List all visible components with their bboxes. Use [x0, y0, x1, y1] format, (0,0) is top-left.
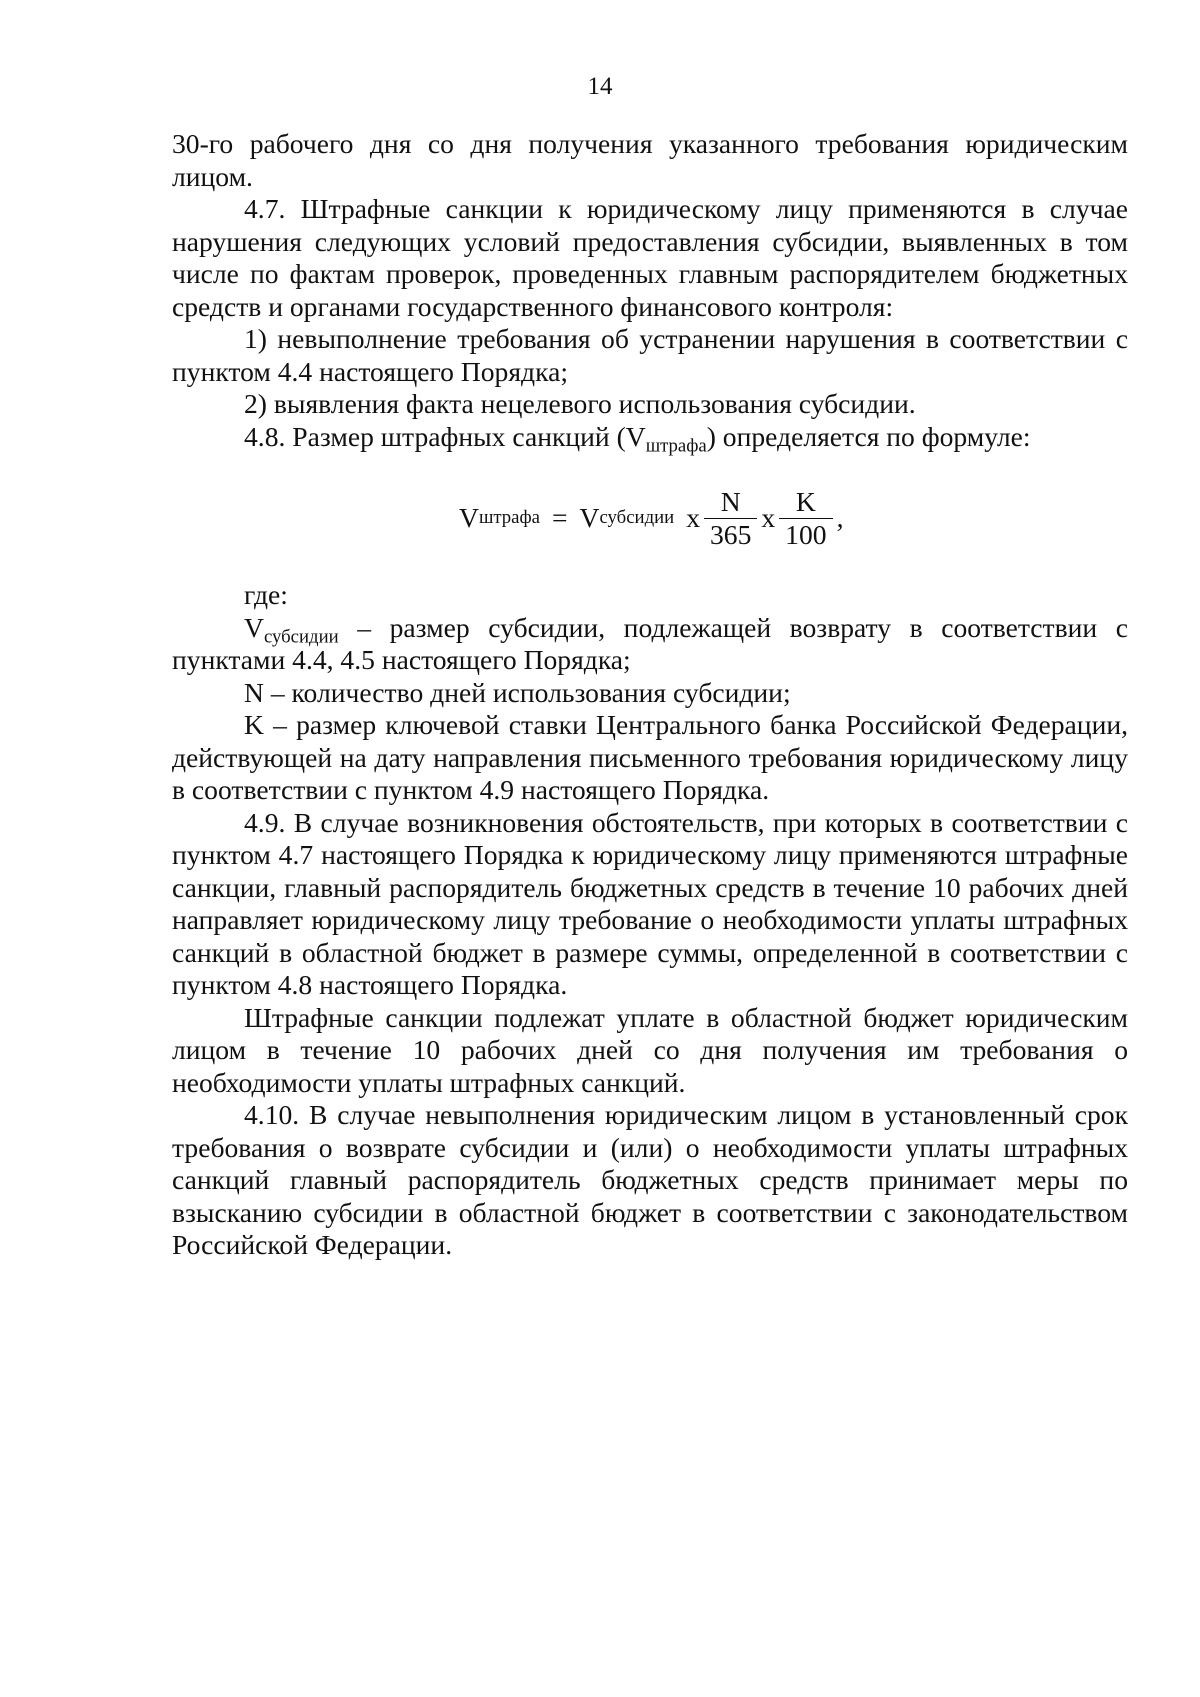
- def-v: V: [244, 611, 264, 643]
- p48-after: ) определяется по формуле:: [706, 420, 1031, 452]
- p48-before: 4.8. Размер штрафных санкций (V: [244, 420, 646, 452]
- fraction-rate: [779, 486, 832, 551]
- formula-block: [172, 453, 1128, 579]
- paragraph-where: где:: [244, 579, 288, 610]
- paragraph-fines-payment: Штрафные санкции подлежат уплате в областной бюджет юридическим лицом в течение 10 рабочих дней со дня получения им требования о необходимости уплаты штрафных санкций.: [172, 1001, 1128, 1098]
- paragraph-4-7: 4.7. Штрафные санкции к юридическому лицу применяются в случае нарушения следующих условий предоставления субсидии, выявленных в том числе по фактам проверок, проведенных главным распорядителем бюджетных средств и органами государственного финансового контроля:: [172, 193, 1128, 322]
- paragraph-4-10: 4.10. В случае невыполнения юридическим лицом в установленный срок требования о возврате субсидии и (или) о необходимости уплаты штрафных санкций главный распорядитель бюджетных средств принимает меры по взысканию субсидии в областной бюджет в соответствии с законодательством Российской Федерации.: [172, 1099, 1128, 1260]
- fraction-days-denominator: 365: [709, 518, 752, 550]
- fraction-rate-numerator: K: [795, 485, 816, 517]
- paragraph-def-vsubsidy: [172, 612, 1128, 677]
- p48-subscript: штрафа: [645, 434, 707, 456]
- formula-times-2: x: [761, 501, 776, 533]
- fine-formula: V штрафа = V субсидии x $\frac{N}{365}$ x $\frac{K}{100}$ ,: [459, 485, 844, 550]
- formula-times-1: x: [686, 501, 700, 533]
- paragraph-def-k: K – размер ключевой ставки Центрального банка Российской Федерации, действующей на дату направления письменного требования юридическому лицу в соответствии с пунктом 4.9 настоящего Порядка.: [172, 709, 1128, 805]
- def-v-subscript: субсидии: [263, 625, 339, 647]
- paragraph-4-9: 4.9. В случае возникновения обстоятельств, при которых в соответствии с пунктом 4.7 настоящего Порядка к юридическому лицу применяются штрафные санкции, главный распорядитель бюджетных средств в течение 10 рабочих дней направляет юридическому лицу требование о необходимости уплаты штрафных санкций в областной бюджет в размере суммы, определенной в соответствии с пунктом 4.8 настоящего Порядка.: [172, 806, 1128, 1000]
- document-body: [172, 128, 1128, 1262]
- paragraph-item-2: 2) выявления факта нецелевого использования субсидии.: [244, 388, 916, 419]
- formula-equals: =: [551, 501, 568, 533]
- fraction-days: [704, 486, 757, 551]
- formula-trailing-comma: ,: [836, 501, 844, 533]
- formula-lhs-v: V: [459, 501, 479, 533]
- paragraph-item-1: 1) невыполнение требования об устранении нарушения в соответствии с пунктом 4.4 настоящего Порядка;: [172, 323, 1128, 387]
- paragraph-def-n: N – количество дней использования субсидии;: [244, 676, 791, 708]
- paragraph-4-8: [172, 421, 1128, 454]
- fraction-days-numerator: N: [720, 485, 741, 517]
- def-v-text: – размер субсидии, подлежащей возврату в соответствии с пунктами 4.4, 4.5 настоящего Порядка;: [172, 611, 1128, 675]
- paragraph-continuation: 30-го рабочего дня со дня получения указанного требования юридическим лицом.: [172, 128, 1128, 192]
- fraction-rate-denominator: 100: [785, 518, 827, 550]
- page-number: 14: [587, 73, 613, 100]
- formula-subsidy-v: V: [579, 501, 600, 533]
